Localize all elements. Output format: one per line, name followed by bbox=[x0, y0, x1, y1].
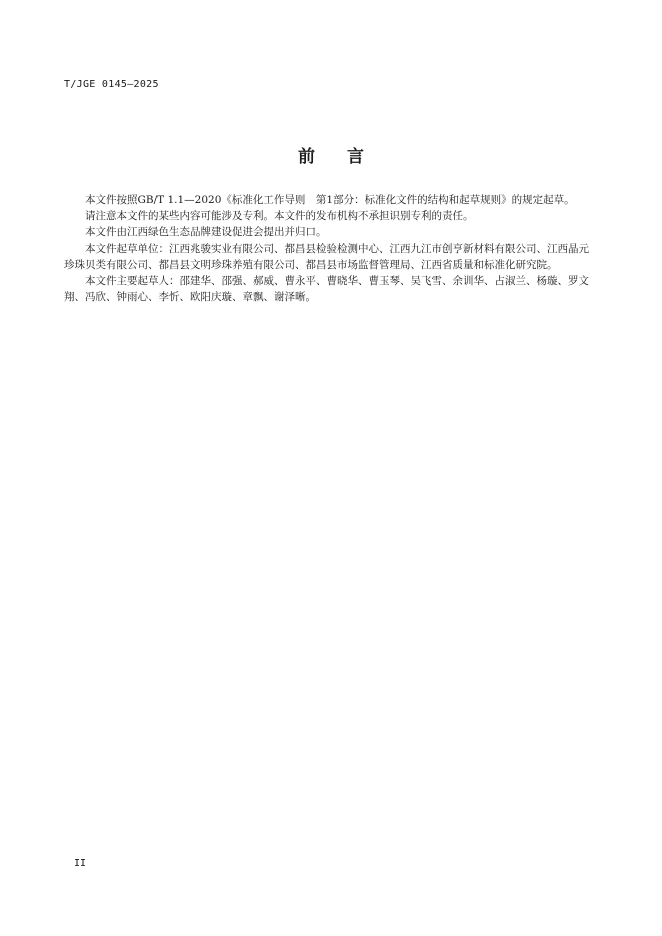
title-char-2: 言 bbox=[347, 147, 364, 167]
paragraph-proposer: 本文件由江西绿色生态品牌建设促进会提出并归口。 bbox=[85, 226, 327, 239]
paragraph-patent-notice: 请注意本文件的某些内容可能涉及专利。本文件的发布机构不承担识别专利的责任。 bbox=[85, 210, 474, 223]
foreword-body bbox=[64, 192, 596, 305]
page-title bbox=[0, 142, 662, 167]
title-char-1: 前 bbox=[298, 147, 315, 167]
paragraph-drafters: 本文件主要起草人：邵建华、邵强、郝威、曹永平、曹晓华、曹玉琴、吴飞雪、余训华、占淑兰、杨璇、罗文翔、冯欣、钟雨心、李忻、欧阳庆璇、章飘、谢泽晰。 bbox=[64, 275, 589, 304]
paragraph-drafting-units: 本文件起草单位：江西兆骏实业有限公司、都昌县检验检测中心、江西九江市创亨新材料有限公司、江西晶元珍珠贝类有限公司、都昌县文明珍珠养殖有限公司、都昌县市场监督管理局、江西省质量和标准化研究院。 bbox=[64, 242, 589, 271]
page-number: II bbox=[74, 858, 87, 869]
document-code: T/JGE 0145—2025 bbox=[64, 79, 159, 90]
paragraph-drafting-rules: 本文件按照GB/T 1.1—2020《标准化工作导则 第1部分：标准化文件的结构和起草规则》的规定起草。 bbox=[85, 194, 575, 206]
